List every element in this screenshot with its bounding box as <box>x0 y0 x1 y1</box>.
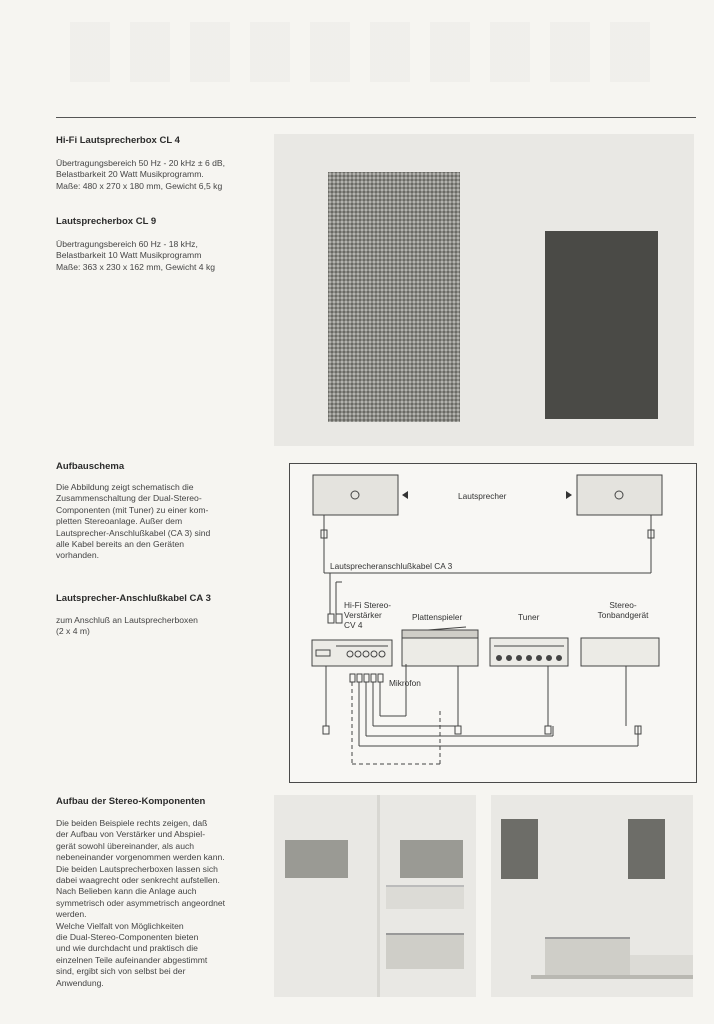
header-rule <box>56 117 696 118</box>
stacked-amplifier <box>386 885 464 909</box>
cl4-speaker-image <box>328 172 460 422</box>
horizontal-speaker-left <box>285 840 348 878</box>
side-turntable <box>545 937 630 977</box>
mikrofon-label: Mikrofon <box>389 678 421 688</box>
vertical-stack-photo <box>274 795 476 997</box>
verstaerker-label: Hi-Fi Stereo- Verstärker CV 4 <box>344 600 392 630</box>
cl9-specs: Übertragungsbereich 60 Hz - 18 kHz, Belastbarkeit 10 Watt Musikprogramm Maße: 363 x 230 x 162 mm, Gewicht 4 kg <box>56 239 216 272</box>
cl9-speaker-image <box>545 231 658 419</box>
stereo-heading: Aufbau der Stereo-Komponenten <box>56 796 206 807</box>
side-amplifier <box>630 955 693 975</box>
plattenspieler-label: Plattenspieler <box>412 612 463 622</box>
tuner-label: Tuner <box>518 612 540 622</box>
vertical-speaker-left <box>501 819 538 879</box>
side-by-side-photo <box>491 795 693 997</box>
cl4-specs: Übertragungsbereich 50 Hz - 20 kHz ± 6 dB, Belastbarkeit 20 Watt Musikprogramm. Maße: 480 x 270 x 180 mm, Gewicht 6,5 kg <box>56 158 226 191</box>
stacked-turntable <box>386 933 464 969</box>
aufbauschema-heading: Aufbauschema <box>56 461 125 472</box>
stereo-text: Die beiden Beispiele rechts zeigen, daß der Aufbau von Verstärker und Abspiel- gerät sowohl übereinander, als auch nebeneinander vorgenommen werden kann. Die beiden Lautsprecherboxen lassen sich dabei waagrecht oder senkrecht aufstellen. Nach Belieben kann die Anlage auch symmetrisch oder asymmetrisch angeordnet werden. Welche Vielfalt von Möglichkeiten die Dual-Stereo-Componenten bieten und wie durchdacht und praktisch die einzelnen Teile aufeinander abgestimmt sind, ergibt sich von selbst bei der Anwendung. <box>56 818 226 988</box>
ca3-text: zum Anschluß an Lautsprecherboxen (2 x 4 m) <box>56 615 198 637</box>
lautsprecher-label: Lautsprecher <box>458 491 507 501</box>
ca3-heading: Lautsprecher-Anschlußkabel CA 3 <box>56 593 211 604</box>
vertical-speaker-right <box>628 819 665 879</box>
horizontal-speaker-right <box>400 840 463 878</box>
kabel-label: Lautsprecheranschlußkabel CA 3 <box>330 561 453 571</box>
aufbau-diagram <box>289 463 697 783</box>
faded-header-bleedthrough <box>70 22 670 82</box>
cl4-heading: Hi-Fi Lautsprecherbox CL 4 <box>56 135 180 146</box>
aufbauschema-text: Die Abbildung zeigt schematisch die Zusammenschaltung der Dual-Stereo- Componenten (mit Tuner) zu einer kom- pletten Stereoanlage. Außer dem Lautsprecher-Anschlußkabel (CA 3) sind alle Kabel bereits an den Geräten vorhanden. <box>56 482 211 561</box>
tonband-label: Stereo- Tonbandgerät <box>597 600 649 620</box>
cl9-heading: Lautsprecherbox CL 9 <box>56 216 157 227</box>
